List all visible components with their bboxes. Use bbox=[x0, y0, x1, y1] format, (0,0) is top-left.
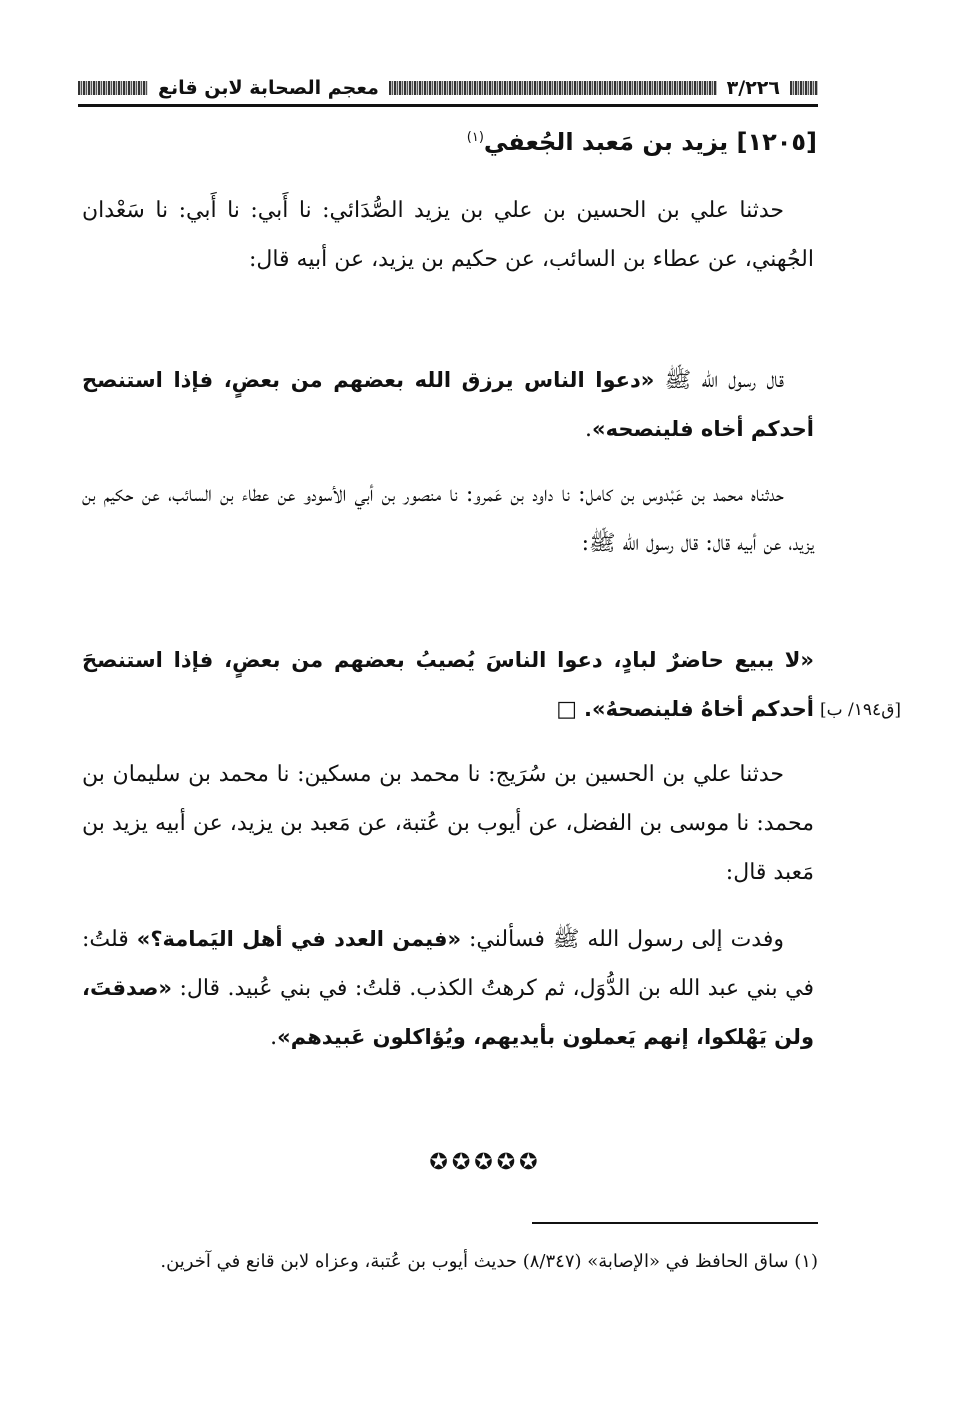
section-separator-stars: ✪✪✪✪✪ bbox=[429, 1150, 542, 1175]
page-reference: ٣/٢٢٦ bbox=[726, 77, 780, 99]
hadith-quote: «دعوا الناس يرزق الله بعضهم من بعضٍ، فإذا استنصح أحدكم أخاه فلينصحه» bbox=[82, 368, 814, 441]
entry-number: [١٢٠٥] bbox=[736, 128, 817, 156]
paragraph-text: حدثناه محمد بن عَبْدوس بن كامل: نا داود بن عَمرو: نا منصور بن أبي الأسودو عن عطاء بن السائب، عن حكيم بن يزيد، عن أبيه قال: قال رسول الله ﷺ: bbox=[82, 482, 814, 556]
paragraph-hadith-2 bbox=[82, 636, 814, 734]
paragraph-hadith-3 bbox=[82, 915, 814, 1062]
book-title: معجم الصحابة لابن قانع bbox=[158, 77, 379, 99]
hadith-end: . bbox=[585, 417, 593, 442]
hadith-intro: وفدت إلى رسول الله ﷺ فسألني: bbox=[469, 927, 784, 952]
header-ornament-middle bbox=[389, 81, 717, 95]
paragraph-text: حدثنا علي بن الحسين بن سُرَيج: نا محمد بن مسكين: نا محمد بن سليمان بن محمد: نا موسى بن الفضل، عن أيوب بن عُتبة، عن مَعبد بن يزيد، عن أبيه يزيد بن مَعبد قال: bbox=[82, 762, 814, 885]
paragraph-isnad-3 bbox=[82, 750, 814, 897]
footnote: (١) ساق الحافظ في «الإصابة» (٨/٣٤٧) حديث أيوب بن عُتبة، وعزاه لابن قانع في آخرين. bbox=[160, 1251, 818, 1272]
narration-text: قلتُ: في بني عبد الله بن الدُّوَل، ثم كرهتُ الكذب. قلتُ: في بني عُبيد. قال: bbox=[82, 927, 815, 1001]
header-ornament-right bbox=[790, 81, 818, 95]
paragraph-isnad-2 bbox=[82, 470, 814, 568]
hadith-intro: قال رسول الله ﷺ bbox=[664, 368, 784, 393]
header-ornament-left bbox=[78, 81, 148, 95]
running-header bbox=[78, 68, 818, 108]
hadith-end: . bbox=[270, 1025, 278, 1050]
hadith-answer: «صدقتَ، ولن يَهْلكوا، إنهم يَعملون بأيديهم، ويُؤاكلون عَبيدهم» bbox=[82, 976, 814, 1049]
entry-name: يزيد بن مَعبد الجُعفي bbox=[483, 128, 729, 156]
paragraph-isnad-1 bbox=[82, 186, 814, 284]
header-rule bbox=[78, 104, 818, 107]
footnote-marker: (١) bbox=[466, 130, 484, 145]
manuscript-folio-note: [ق١٩٤/ ب] bbox=[820, 700, 902, 720]
end-mark: □ bbox=[556, 697, 578, 722]
hadith-question: «فيمن العدد في أهل اليَمامة؟» bbox=[136, 927, 462, 951]
footnote-rule bbox=[532, 1222, 818, 1224]
paragraph-text: حدثنا علي بن الحسين بن علي بن يزيد الصُّدَائي: نا أَبي: نا أَبي: نا سَعْدان الجُهني، عن عطاء بن السائب، عن حكيم بن يزيد، عن أبيه قال: bbox=[82, 198, 814, 272]
hadith-quote: «لا يبيع حاضرٌ لبادٍ، دعوا الناسَ يُصيبُ بعضهم من بعضٍ، فإذا استنصحَ أحدكم أخاهُ فلينصحهُ». bbox=[82, 648, 814, 721]
paragraph-hadith-1 bbox=[82, 356, 814, 454]
entry-title bbox=[467, 128, 817, 156]
